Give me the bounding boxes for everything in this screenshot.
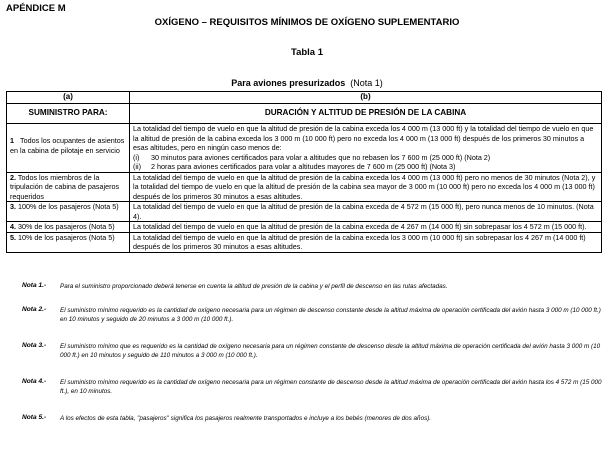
note-item bbox=[22, 282, 602, 291]
note-label: Nota 2.- bbox=[22, 306, 47, 313]
sub-item-text: 2 horas para aviones certificados para volar a altitudes mayores de 7 600 m (25 000 ft) (Nota 3) bbox=[151, 162, 456, 172]
supply-cell bbox=[7, 202, 130, 222]
table-label: Tabla 1 bbox=[290, 47, 324, 58]
supply-cell bbox=[7, 124, 130, 173]
table-subtitle bbox=[0, 78, 614, 88]
column-header-row bbox=[7, 103, 602, 124]
table-row bbox=[7, 202, 602, 222]
sub-item-key: (i) bbox=[133, 152, 140, 162]
note-text: El suministro mínimo requerido es la cantidad de oxígeno necesaria para un régimen de descenso constante desde la altitud máxima de operación certificada del avión hasta 3 000 m (10 000 ft.) en 10 minutos y seguido de 20 minutos a 3 000 m (10 000 ft.). bbox=[60, 307, 601, 324]
note-item bbox=[22, 378, 602, 397]
supply-cell bbox=[7, 222, 130, 233]
supply-text: Todos los ocupantes de asientos en la cabina de pilotaje en servicio bbox=[10, 136, 125, 155]
sub-item bbox=[133, 162, 598, 172]
note-text: El suministro mínimo que es requerido es la cantidad de oxígeno necesaria para un régimen constante de descenso desde la altitud máxima de operación certificada del avión hasta 3 000 m (10 000 ft.) en 10 minutos y seguido de 110 minutos a 3 000 m (10 000 ft.). bbox=[60, 343, 601, 360]
duration-cell bbox=[130, 124, 602, 173]
table-row bbox=[7, 172, 602, 202]
row-number: 3. bbox=[10, 202, 16, 212]
row-number: 4. bbox=[10, 222, 16, 232]
column-letter-row bbox=[7, 92, 602, 104]
column-letter-a: (a) bbox=[7, 92, 130, 104]
note-label: Nota 5.- bbox=[22, 414, 47, 421]
sub-item bbox=[133, 153, 598, 163]
duration-cell: La totalidad del tiempo de vuelo en que la altitud de presión de la cabina exceda los 4 000 m (13 000 ft) pero no menos de 30 minutos (Nota 2), y la totalidad del tiempo de vuelo en que la altitud de presión de la cabina sea mayor de 3 000 m (10 000 ft) pero no exceda los 4 000 m (13 000 ft) después de los primeros 30 minutos a esas altitudes. bbox=[130, 172, 602, 202]
supply-text: 100% de los pasajeros (Nota 5) bbox=[18, 202, 119, 212]
duration-cell: La totalidad del tiempo de vuelo en que la altitud de presión de la cabina exceda los 3 000 m (10 000 ft) sin sobrepasar los 4 267 m (14 000 ft) después de los primeros 30 minutos a esas altitudes. bbox=[130, 232, 602, 252]
table-row bbox=[7, 232, 602, 252]
duration-cell: La totalidad del tiempo de vuelo en que la altitud de presión de la cabina exceda de 4 572 m (15 000 ft), pero nunca menos de 10 minutos. (Nota 4). bbox=[130, 202, 602, 222]
subtitle-note: (Nota 1) bbox=[350, 78, 383, 88]
note-label: Nota 3.- bbox=[22, 342, 47, 349]
note-item bbox=[22, 342, 602, 361]
supply-cell bbox=[7, 172, 130, 202]
supply-text: 30% de los pasajeros (Nota 5) bbox=[18, 222, 115, 232]
table-row bbox=[7, 222, 602, 233]
row-number: 2. bbox=[10, 172, 16, 182]
column-header-supply: SUMINISTRO PARA: bbox=[7, 103, 130, 124]
note-text: A los efectos de esta tabla, "pasajeros" significa los pasajeros realmente transportados e incluye a los bebés (menores de dos años). bbox=[60, 415, 432, 422]
note-item bbox=[22, 414, 602, 423]
row-number: 1 bbox=[10, 136, 14, 146]
supply-text: 10% de los pasajeros (Nota 5) bbox=[18, 232, 115, 242]
subtitle-text: Para aviones presurizados bbox=[231, 78, 346, 88]
sub-item-key: (ii) bbox=[133, 162, 141, 172]
column-letter-b: (b) bbox=[130, 92, 602, 104]
supply-text: Todos los miembros de la tripulación de cabina de pasajeros requeridos bbox=[10, 172, 120, 201]
note-label: Nota 1.- bbox=[22, 282, 47, 289]
supply-cell bbox=[7, 232, 130, 252]
appendix-label: APÉNDICE M bbox=[6, 3, 66, 14]
note-label: Nota 4.- bbox=[22, 378, 47, 385]
duration-text: La totalidad del tiempo de vuelo en que la altitud de presión de la cabina exceda los 4 000 m (13 000 ft) y la totalidad del tiempo de vuelo en que la altitud de presión de la cabina exceda los 3 000 m (10 000 ft) pero no exceda los 4 000 m (13 000 ft) después de los primeros 30 minutos a esas altitudes, pero en ningún caso menos de: bbox=[133, 124, 594, 153]
duration-cell: La totalidad del tiempo de vuelo en que la altitud de presión de la cabina exceda de 4 267 m (14 000 ft) sin sobrepasar los 4 572 m (15 000 ft). bbox=[130, 222, 602, 233]
sub-item-text: 30 minutos para aviones certificados para volar a altitudes que no rebasen los 7 600 m (25 000 ft) (Nota 2) bbox=[151, 152, 491, 162]
table-row bbox=[7, 124, 602, 173]
row-number: 5. bbox=[10, 232, 16, 242]
column-header-duration: DURACIÓN Y ALTITUD DE PRESIÓN DE LA CABINA bbox=[130, 103, 602, 124]
note-text: Para el suministro proporcionado deberá tenerse en cuenta la altitud de presión de la cabina y el perfil de descenso en las rutas afectadas. bbox=[60, 283, 448, 290]
note-text: El suministro mínimo requerido es la cantidad de oxígeno necesaria para un régimen constante de descenso desde la altitud máxima de operación certificada del avión hasta los 4 572 m (15 000 ft.), en 10 minutos. bbox=[60, 379, 602, 396]
note-item bbox=[22, 306, 602, 325]
oxygen-requirements-table bbox=[6, 91, 602, 253]
document-title: OXÍGENO – REQUISITOS MÍNIMOS DE OXÍGENO SUPLEMENTARIO bbox=[154, 17, 460, 28]
